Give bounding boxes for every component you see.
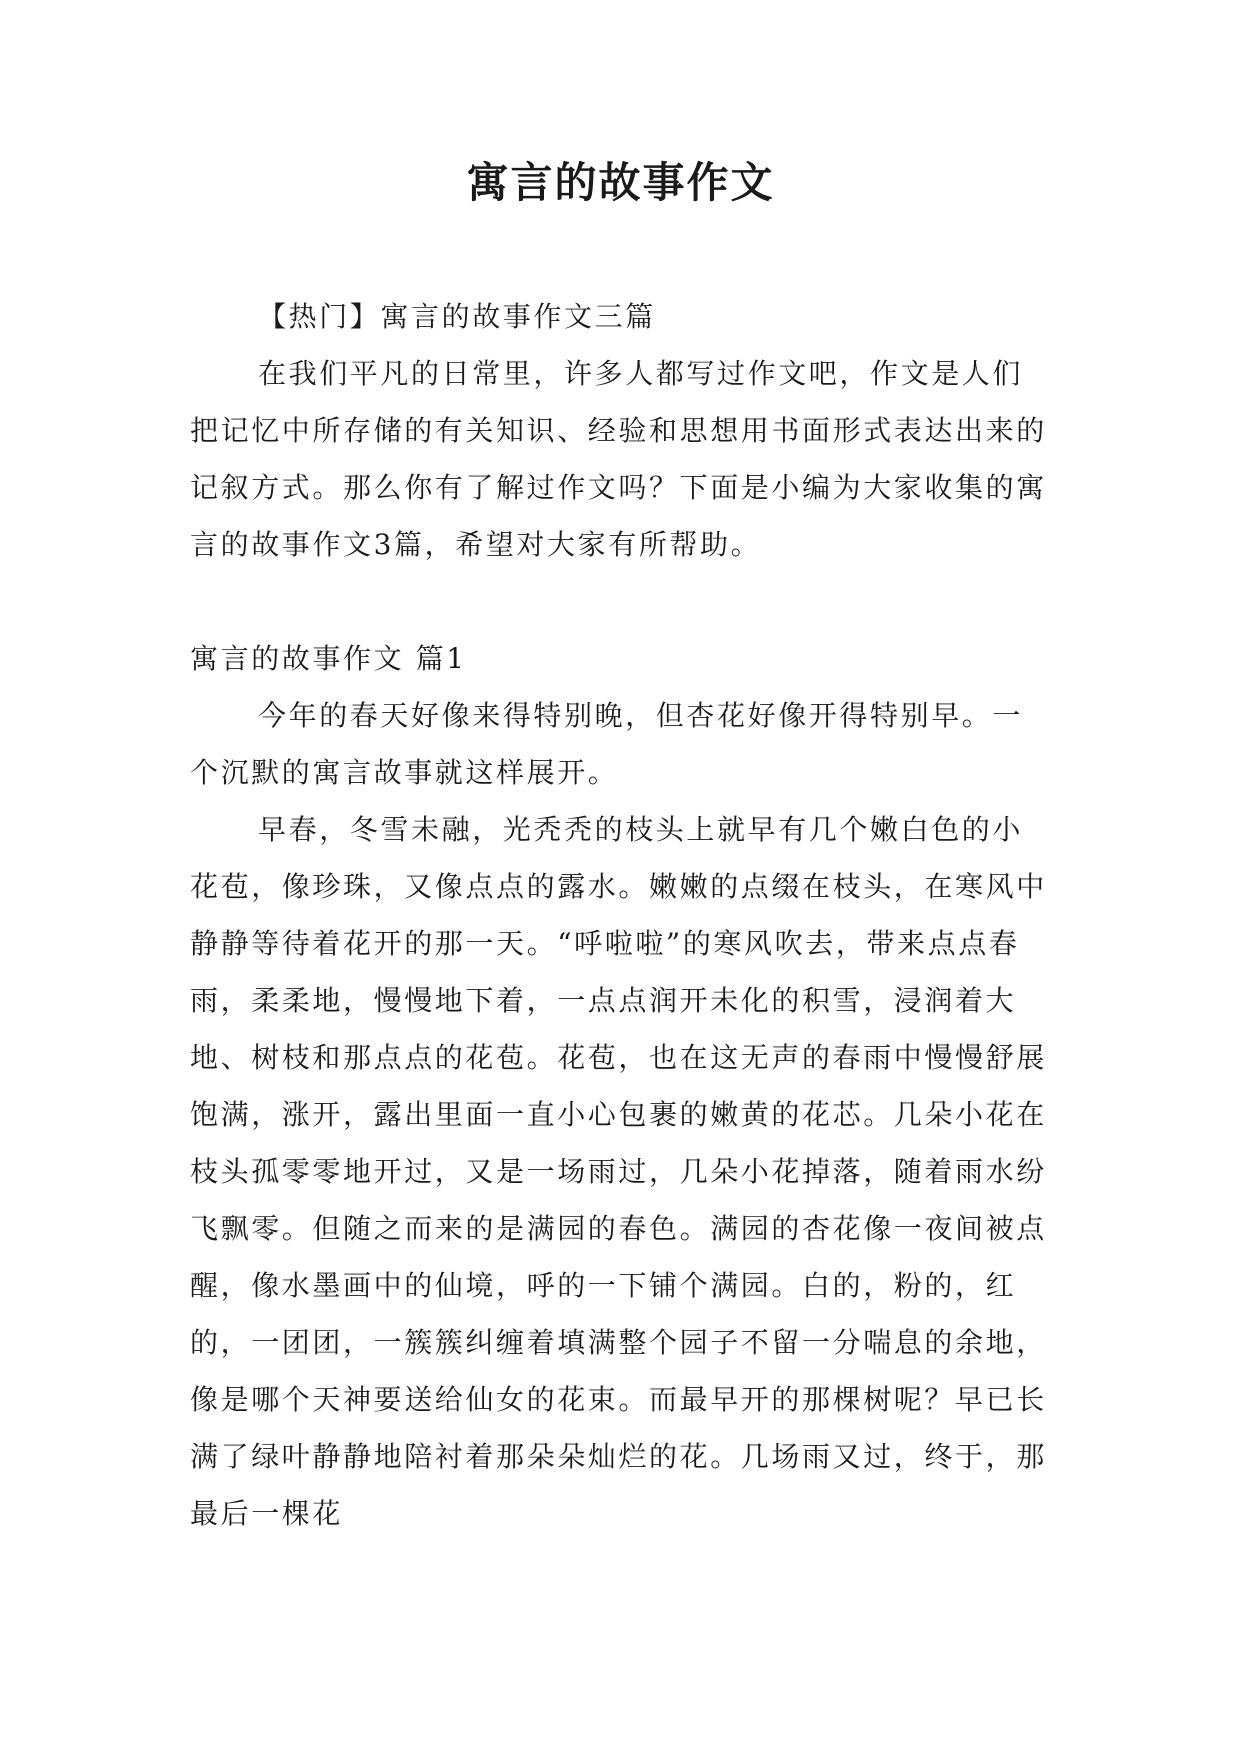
document-title: 寓言的故事作文 [466, 158, 775, 207]
story-paragraph-2: 早春，冬雪未融，光秃秃的枝头上就早有几个嫩白色的小花苞，像珍珠，又像点点的露水。嫩嫩的点缀在枝头，在寒风中静静等待着花开的那一天。“呼啦啦”的寒风吹去，带来点点春雨，柔柔地，慢慢地下着，一点点润开未化的积雪，浸润着大地、树枝和那点点的花苞。花苞，也在这无声的春雨中慢慢舒展饱满，涨开，露出里面一直小心包裹的嫩黄的花芯。几朵小花在枝头孤零零地开过，又是一场雨过，几朵小花掉落，随着雨水纷飞飘零。但随之而来的是满园的春色。满园的杏花像一夜间被点醒，像水墨画中的仙境，呼的一下铺个满园。白的，粉的，红的，一团团，一簇簇纠缠着填满整个园子不留一分喘息的余地，像是哪个天神要送给仙女的花束。而最早开的那棵树呢？早已长满了绿叶静静地陪衬着那朵朵灿烂的花。几场雨又过，终于，那最后一棵花 [190, 813, 1047, 1530]
section-spacer [190, 573, 1050, 630]
document-subtitle: 【热门】寓言的故事作文三篇 [258, 300, 656, 333]
document-body [190, 288, 1050, 1542]
intro-paragraph: 在我们平凡的日常里，许多人都写过作文吧，作文是人们把记忆中所存储的有关知识、经验和思想用书面形式表达出来的记叙方式。那么你有了解过作文吗？下面是小编为大家收集的寓言的故事作文3篇，希望对大家有所帮助。 [190, 357, 1047, 561]
section-heading: 寓言的故事作文 篇1 [190, 642, 467, 675]
story-paragraph-1: 今年的春天好像来得特别晚，但杏花好像开得特别早。一个沉默的寓言故事就这样展开。 [190, 699, 1024, 789]
